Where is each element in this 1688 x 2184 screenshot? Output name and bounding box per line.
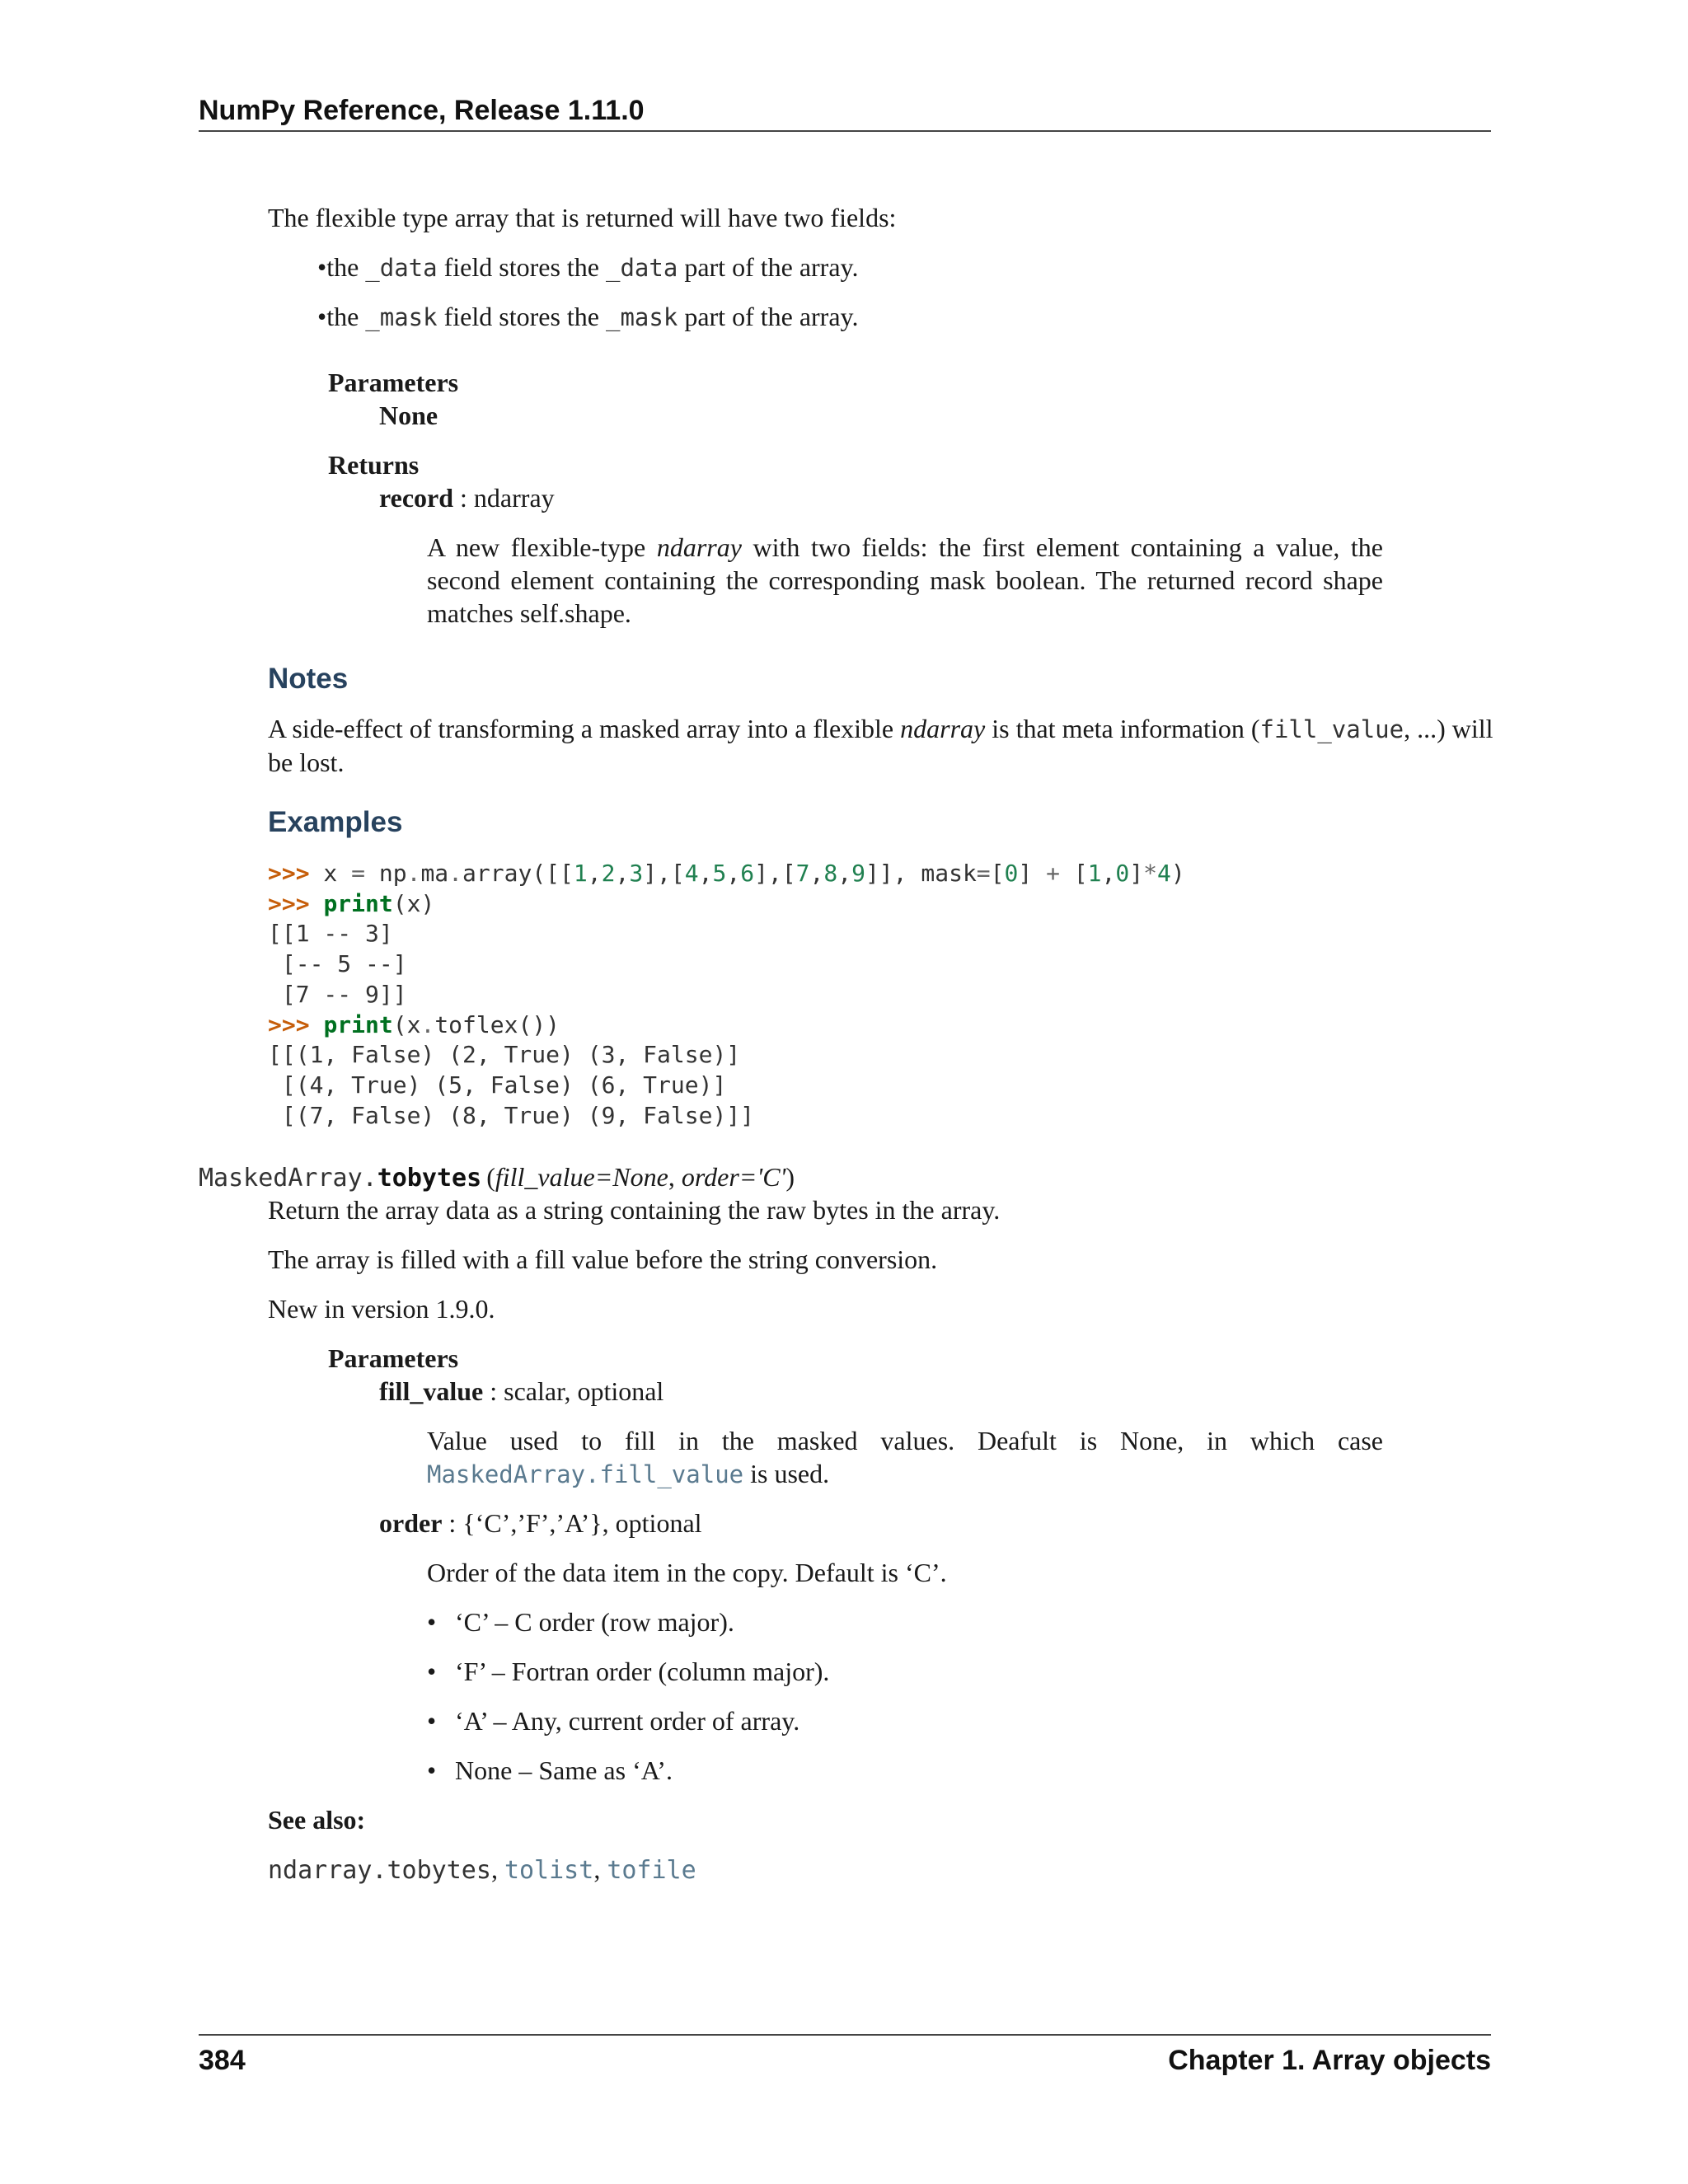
method-name: tobytes	[377, 1164, 482, 1193]
see-also-tolist-link[interactable]: tolist	[504, 1856, 594, 1885]
notes-paragraph: A side-effect of transforming a masked array into a flexible ndarray is that meta information (fill_value, ...) will be lost.	[268, 714, 1493, 777]
order-bullet: • ‘C’ – C order (row major).	[427, 1607, 734, 1637]
method-signature: MaskedArray.tobytes (fill_value=None, order='C')	[199, 1162, 795, 1193]
running-footer	[199, 2034, 1491, 2085]
method-description: Return the array data as a string containing the raw bytes in the array.	[268, 1195, 1001, 1225]
return-type: : ndarray	[453, 483, 555, 513]
method-description: The array is filled with a fill value before the string conversion.	[268, 1244, 938, 1274]
notes-heading: Notes	[268, 663, 349, 695]
order-bullet: • ‘F’ – Fortran order (column major).	[427, 1657, 830, 1686]
see-also-tofile-link[interactable]: tofile	[607, 1856, 696, 1885]
bullet-dot: •	[427, 1755, 437, 1785]
param-description: Value used to fill in the masked values. Deafult is None, in which case MaskedArray.fill_value is used.	[427, 1426, 1383, 1488]
chapter-title: Chapter 1. Array objects	[1168, 2045, 1491, 2076]
inline-code: fill_value	[1259, 715, 1404, 743]
bullet-dot: •	[317, 252, 327, 282]
param-description: Order of the data item in the copy. Default is ‘C’.	[427, 1558, 947, 1587]
parameters-none: None	[379, 401, 438, 430]
order-bullet: • None – Same as ‘A’.	[427, 1755, 673, 1785]
document-title: NumPy Reference, Release 1.11.0	[199, 95, 645, 126]
page-number: 384	[199, 2045, 246, 2076]
return-item	[379, 481, 555, 514]
parameters-label: Parameters	[328, 1343, 459, 1373]
inline-code: _mask	[365, 303, 438, 331]
param-name: fill_value	[379, 1376, 484, 1406]
parameters-label: Parameters	[328, 368, 459, 397]
method-class: MaskedArray.	[199, 1164, 377, 1193]
bullet-dot: •	[427, 1657, 437, 1686]
inline-code: _data	[606, 254, 678, 282]
return-name: record	[379, 483, 454, 513]
intro-bullet: •the _mask field stores the _mask part of the array.	[317, 302, 859, 331]
order-bullet: • ‘A’ – Any, current order of array.	[427, 1706, 800, 1736]
intro-bullet: •the _data field stores the _data part of the array.	[317, 252, 859, 282]
returns-label: Returns	[328, 450, 420, 480]
see-also-ndarray-tobytes: ndarray.tobytes	[268, 1856, 491, 1885]
code-example-block: >>> x = np.ma.array([[1,2,3],[4,5,6],[7,8,9]], mask=[0] + [1,0]*4) >>> print(x) [[1 -- 3] [-- 5 --] [7 -- 9]] >>> print(x.toflex()) [[(1, False) (2, True) (3, False)] [(4, True) (5, False) (6, True)] [(7, False) (8, True) (9, False)]]	[268, 860, 1185, 1129]
bullet-dot: •	[427, 1607, 437, 1637]
param-name: order	[379, 1508, 443, 1538]
intro-paragraph: The flexible type array that is returned will have two fields:	[268, 203, 897, 232]
inline-code: _mask	[606, 303, 678, 331]
bullet-dot: •	[317, 302, 327, 331]
method-arg: order='C'	[681, 1162, 786, 1192]
param-item	[379, 1375, 663, 1408]
method-arg: fill_value=None	[495, 1162, 668, 1192]
examples-heading: Examples	[268, 806, 403, 838]
bullet-dot: •	[427, 1706, 437, 1736]
version-note: New in version 1.9.0.	[268, 1294, 495, 1324]
fill-value-link[interactable]: MaskedArray.fill_value	[427, 1460, 744, 1488]
see-also-label: See also:	[268, 1805, 366, 1835]
running-header	[199, 91, 1491, 132]
return-description: A new flexible-type ndarray with two fields: the first element containing a value, the second element containing the corresponding mask boolean. The returned record shape matches self.shape.	[427, 532, 1384, 628]
inline-code: _data	[365, 254, 438, 282]
param-item	[379, 1507, 702, 1540]
param-type: : scalar, optional	[483, 1376, 664, 1406]
param-type: : {‘C’,’F’,’A’}, optional	[442, 1508, 702, 1538]
see-also-list: ndarray.tobytes, tolist, tofile	[268, 1854, 696, 1885]
